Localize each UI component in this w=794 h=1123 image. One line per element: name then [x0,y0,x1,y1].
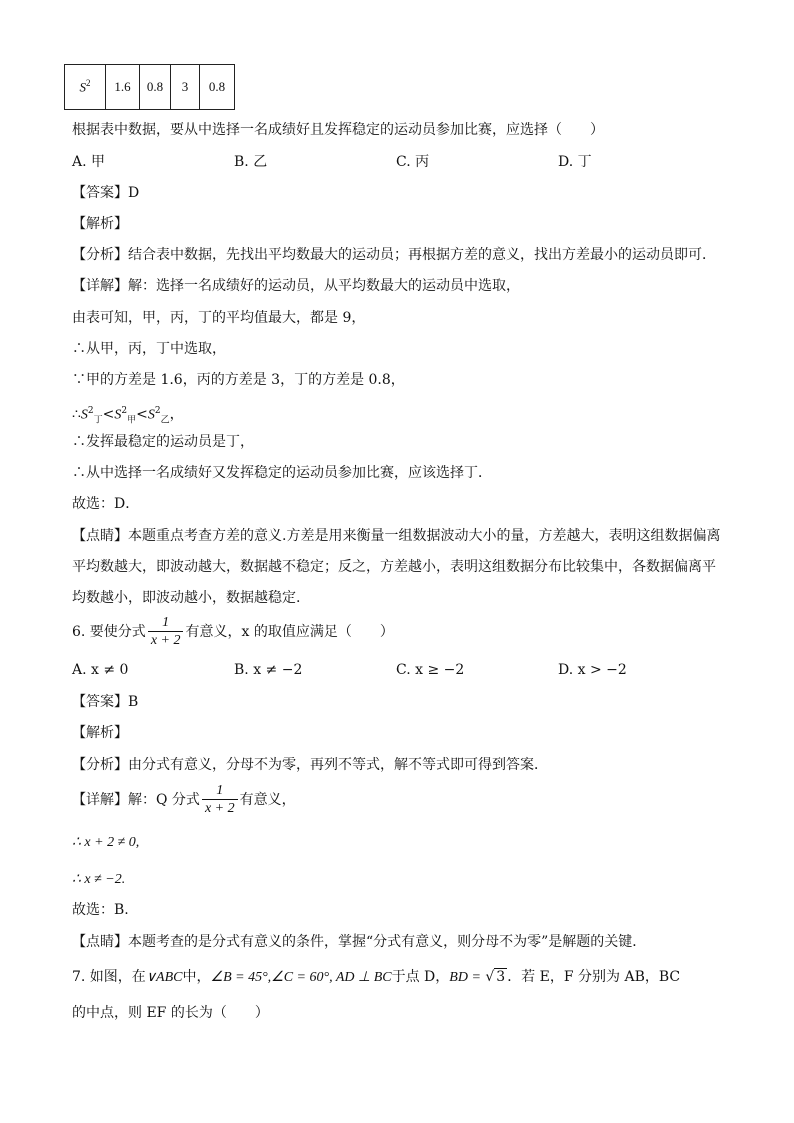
q7-point: 于点 D， [391,969,450,985]
q5-option-b: B. 乙 [234,154,268,170]
q6-option-a: A. x ≠ 0 [72,662,129,678]
fraction-numerator: 1 [162,615,170,630]
table-label-sup: 2 [86,78,91,89]
q6-stem-pre: 6. 要使分式 [72,624,146,640]
q6-option-b: B. x ≠ −2 [234,662,303,678]
q5-inequality [72,401,184,430]
variance-table [64,64,235,110]
q6-xiangjie [72,783,296,817]
q6-jiexi: 【解析】 [72,725,128,741]
q5-jiexi: 【解析】 [72,216,128,232]
q5-dianjing-2: 平均数越大，即波动越大，数据越不稳定；反之，方差越小，表明这组数据分布比较集中，各数据偏离平 [72,559,716,575]
sqrt-radicand: 3 [496,969,506,985]
lt-1: < [102,406,115,423]
q6-fraction [148,615,184,649]
sqrt-symbol: √ [485,969,495,985]
lt-2: < [136,406,148,423]
q6-option-d: D. x > −2 [558,662,627,678]
q5-line-5: ∴发挥最稳定的运动员是丁， [72,434,254,450]
q6-xiangjie-post: 有意义， [239,792,296,808]
q7-mid: 中， [182,969,211,985]
q7-line-1 [72,967,680,988]
q5-fenxi: 【分析】结合表中数据，先找出平均数最大的运动员；再根据方差的意义，找出方差最小的运动员即可． [72,247,716,263]
q6-line-2: ∴ x ≠ −2. [72,872,126,887]
table-cell-1: 1.6 [106,65,140,110]
table-cell-2: 0.8 [140,65,171,110]
q7-angles: ∠B = 45°,∠C = 60°, AD ⊥ BC [210,970,392,985]
q5-xiangjie: 【详解】解：选择一名成绩好的运动员，从平均数最大的运动员中选取， [72,278,520,294]
q5-option-d: D. 丁 [558,154,592,170]
q5-line-6: ∴从中选择一名成绩好又发挥稳定的运动员参加比赛，应该选择丁． [72,465,492,481]
q6-stem-post: 有意义，x 的取值应满足（ ） [185,624,394,640]
q5-dianjing-1: 【点睛】本题重点考查方差的意义.方差是用来衡量一组数据波动大小的量，方差越大，表明这组数据偏离 [72,528,721,544]
q7-tail: ．若 E，F 分别为 AB，BC [507,969,681,985]
sub-1: 丁 [93,415,103,426]
sub-3: 乙 [160,415,170,426]
fraction-denominator: x + 2 [202,799,238,817]
sup-1: 2 [87,406,94,416]
fraction-denominator: x + 2 [148,631,184,649]
q6-fenxi: 【分析】由分式有意义，分母不为零，再列不等式，解不等式即可得到答案． [72,757,548,773]
q5-dianjing-3: 均数越小，即波动越小，数据越稳定. [72,590,301,606]
q5-answer: 【答案】D [72,185,140,201]
fraction-numerator: 1 [216,783,224,798]
table-cell-4: 0.8 [200,65,235,110]
s-term-1: S [80,407,88,423]
q7-pre: 7. 如图，在 [72,969,146,985]
sub-2: 甲 [127,415,137,426]
sup-2: 2 [121,406,128,416]
table-row [65,65,235,110]
q6-answer: 【答案】B [72,694,139,710]
s-term-2: S [114,407,122,423]
q5-line-2: ∴从甲，丙，丁中选取， [72,341,226,357]
q6-xiangjie-fraction [202,783,238,817]
q5-line-7: 故选：D． [72,496,140,512]
q7-line-2: 的中点，则 EF 的长为（ ） [72,1005,269,1021]
q7-bd: BD = [449,970,481,985]
q5-line-1: 由表可知，甲，丙，丁的平均值最大，都是 9， [72,310,366,326]
q6-line-1: ∴ x + 2 ≠ 0, [72,835,140,850]
q7-triangle: ∨ABC [145,970,183,985]
q6-stem [72,615,394,649]
s-term-3: S [147,407,155,423]
table-label-cell [65,65,106,110]
q5-option-a: A. 甲 [72,154,106,170]
q5-option-c: C. 丙 [396,154,430,170]
therefore-symbol: ∴ [72,406,81,423]
q6-line-3: 故选：B. [72,902,129,918]
q5-stem: 根据表中数据，要从中选择一名成绩好且发挥稳定的运动员参加比赛，应选择（ ） [72,122,604,138]
ineq-end: ， [169,406,184,423]
table-label: S [79,79,86,95]
q6-dianjing: 【点睛】本题考查的是分式有意义的条件，掌握“分式有意义，则分母不为零”是解题的关键． [72,934,647,950]
q6-option-c: C. x ≥ −2 [396,662,465,678]
q6-xiangjie-pre: 【详解】解：Q 分式 [72,792,200,808]
sup-3: 2 [154,406,161,416]
table-cell-3: 3 [171,65,200,110]
q5-line-3: ∵甲的方差是 1.6，丙的方差是 3，丁的方差是 0.8， [72,372,405,388]
